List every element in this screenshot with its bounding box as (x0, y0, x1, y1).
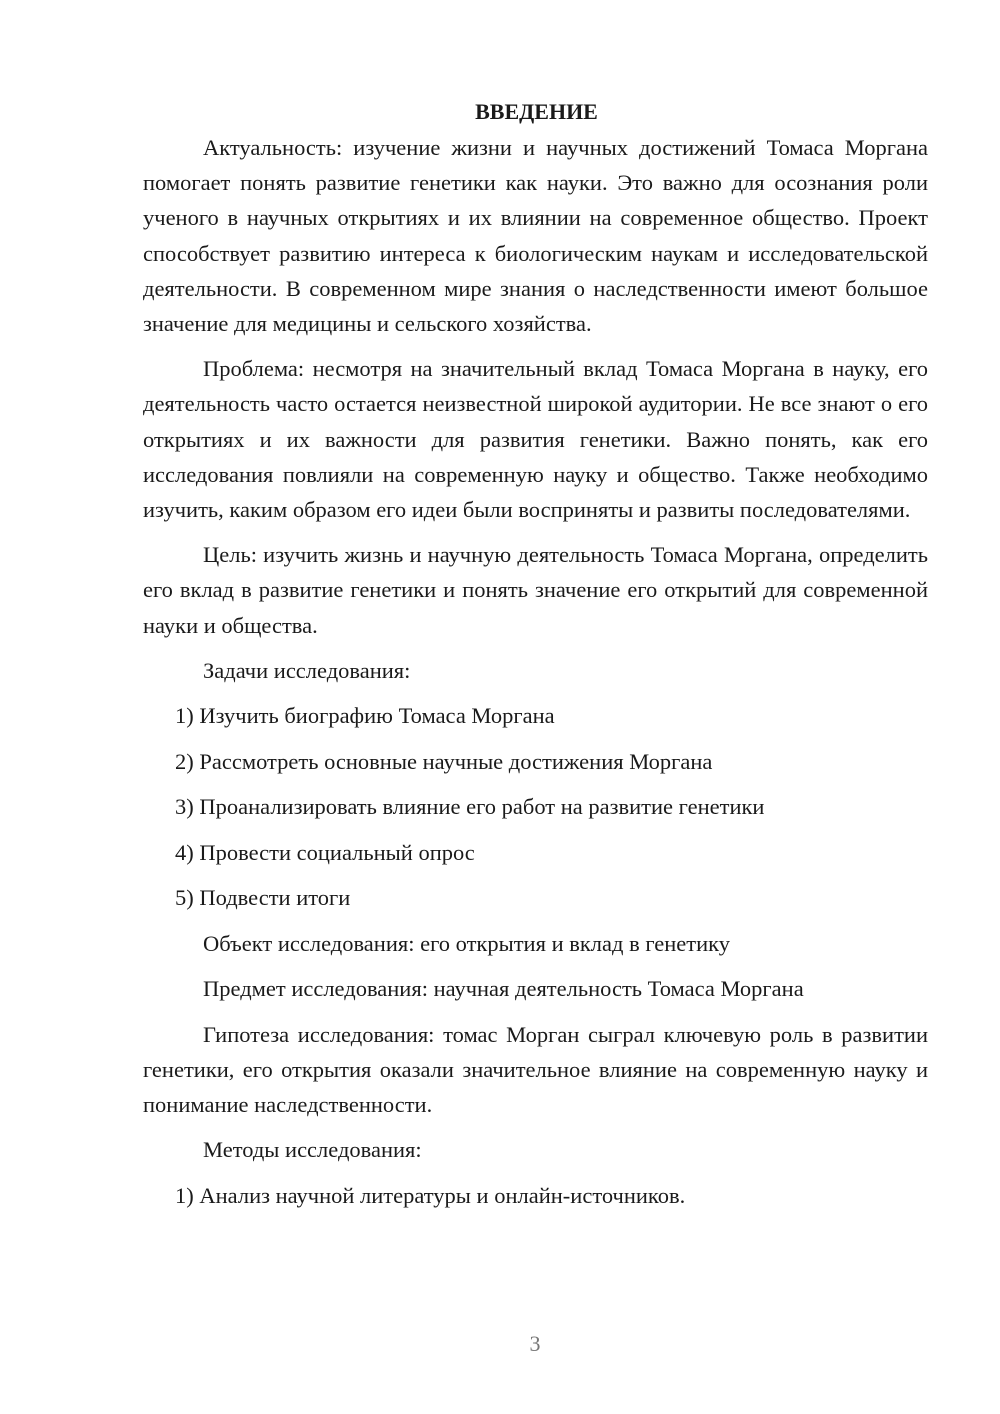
task-item: 1) Изучить биографию Томаса Моргана (175, 703, 555, 729)
task-item: 3) Проанализировать влияние его работ на развитие генетики (175, 794, 765, 820)
relevance-paragraph: Актуальность: изучение жизни и научных достижений Томаса Моргана помогает понять развитие генетики как науки. Это важно для осознания роли ученого в научных открытиях и их влиянии на современное общество. Проект способствует развитию интереса к биологическим наукам и исследовательской деятельности. В современном мире знания о наследственности имеют большое значение для медицины и сельского хозяйства. (143, 135, 928, 337)
object-line: Объект исследования: его открытия и вклад в генетику (203, 930, 731, 956)
document-page (143, 92, 928, 1223)
method-item: 1) Анализ научной литературы и онлайн-источников. (175, 1182, 686, 1208)
methods-list (143, 1178, 928, 1213)
tasks-heading: Задачи исследования: (203, 657, 411, 683)
subject-line: Предмет исследования: научная деятельность Томаса Моргана (203, 976, 804, 1002)
task-item: 4) Провести социальный опрос (175, 839, 475, 865)
tasks-list (143, 698, 928, 915)
section-title: ВВЕДЕНИЕ (475, 99, 598, 124)
hypothesis-paragraph: Гипотеза исследования: томас Морган сыграл ключевую роль в развитии генетики, его открытия оказали значительное влияние на современную науку и понимание наследственности. (143, 1021, 928, 1118)
task-item: 2) Рассмотреть основные научные достижения Моргана (175, 748, 713, 774)
methods-heading: Методы исследования: (203, 1137, 422, 1163)
problem-paragraph: Проблема: несмотря на значительный вклад Томаса Моргана в науку, его деятельность часто остается неизвестной широкой аудитории. Не все знают о его открытиях и их важности для развития генетики. Важно понять, как его исследования повлияли на современную науку и общество. Также необходимо изучить, каким образом его идеи были восприняты и развиты последователями. (143, 356, 928, 523)
page-number: 3 (529, 1331, 541, 1356)
task-item: 5) Подвести итоги (175, 885, 351, 911)
goal-paragraph: Цель: изучить жизнь и научную деятельность Томаса Моргана, определить его вклад в развитие генетики и понять значение его открытий для современной науки и общества. (143, 542, 928, 638)
